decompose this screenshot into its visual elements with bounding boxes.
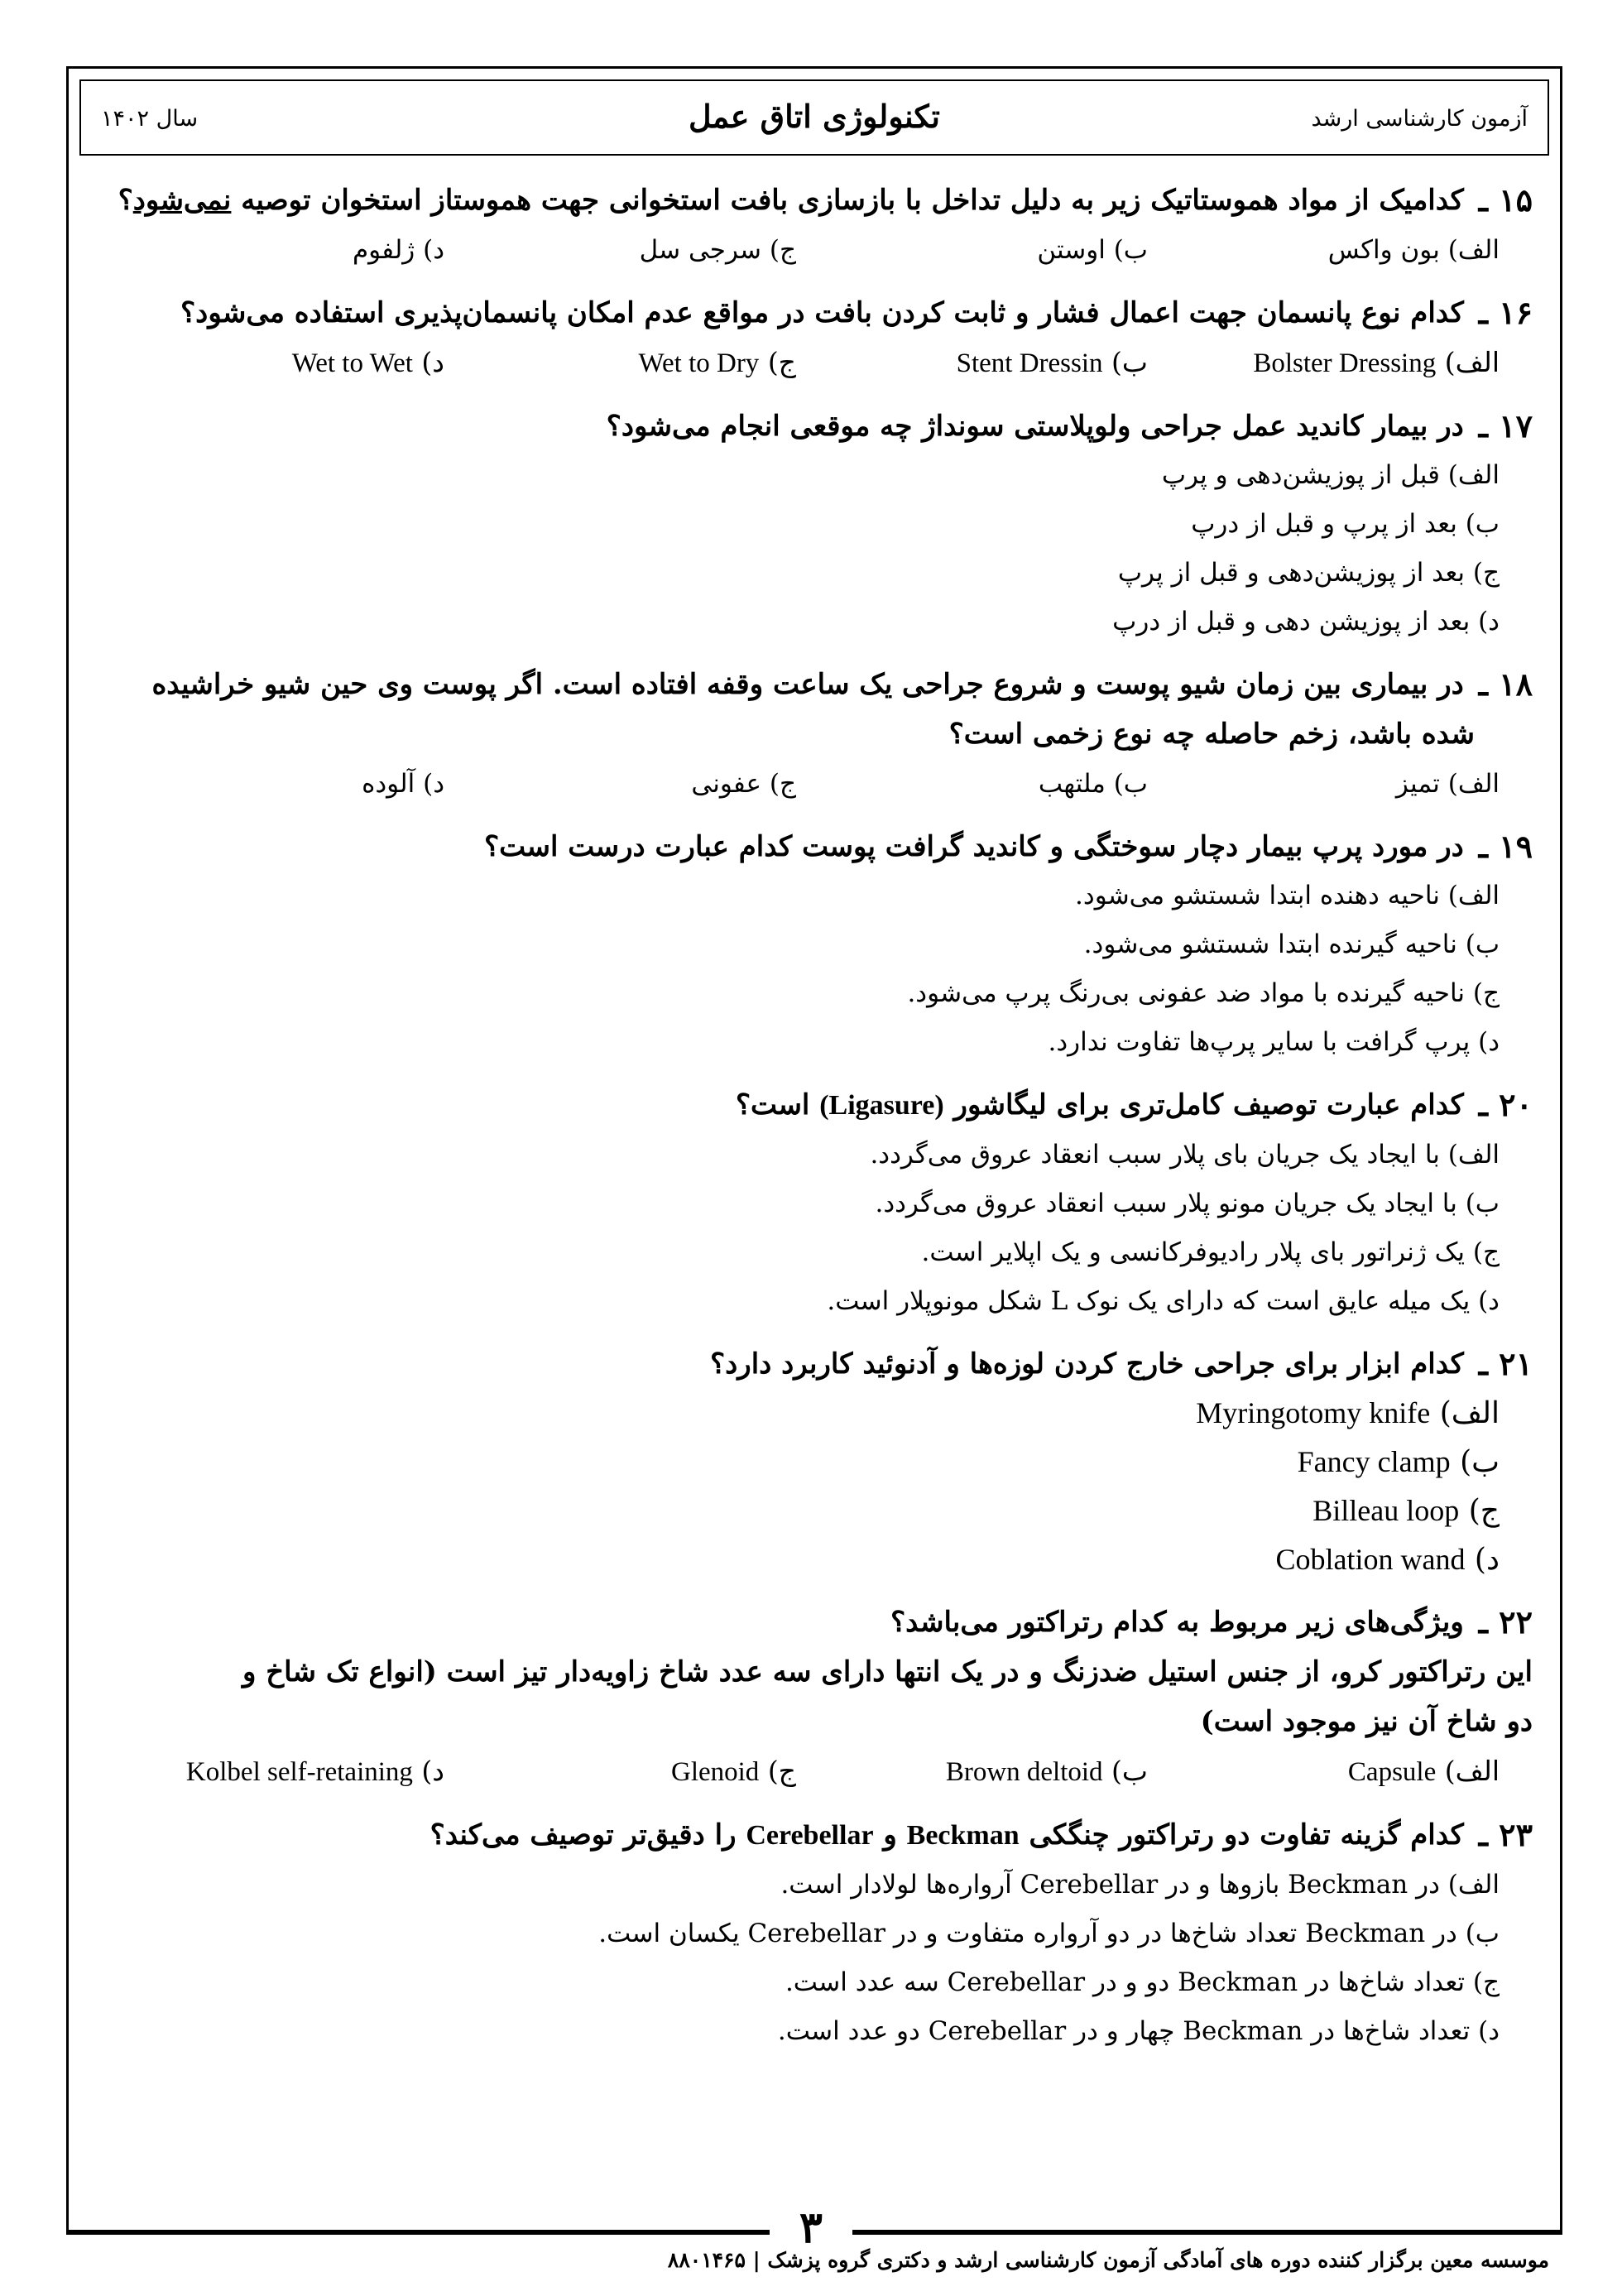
option-b: ب) Fancy clamp: [1297, 1445, 1500, 1479]
question-18: [93, 660, 1533, 809]
option-d: د) Coblation wand: [1275, 1543, 1500, 1577]
page-header: [79, 79, 1549, 156]
option-d: د) یک میله عایق است که دارای یک نوک L شکل مونوپلار است.: [827, 1286, 1500, 1316]
option-a: الف) تمیز: [1395, 769, 1500, 799]
underlined-word: نمی‌شود: [132, 184, 232, 217]
option-c: ج) بعد از پوزیشن‌دهی و قبل از پرپ: [1117, 558, 1500, 588]
option-c: ج) Wet to Dry: [638, 346, 796, 378]
subject-title: تکنولوژی اتاق عمل: [688, 98, 941, 135]
option-b: ب) ناحیه گیرنده ابتدا شستشو می‌شود.: [1083, 929, 1500, 959]
question-21: [93, 1339, 1533, 1584]
option-d: د) ژلفوم: [352, 235, 444, 265]
option-b: ب) با ایجاد یک جریان مونو پلار سبب انعقاد عروق می‌گردد.: [875, 1189, 1500, 1218]
option-c: ج) سرجی سل: [639, 235, 796, 265]
option-d: د) آلوده: [362, 769, 444, 799]
ligasure-term: (Ligasure): [819, 1090, 944, 1121]
option-b: ب) در Beckman تعداد شاخ‌ها در دو آرواره متفاوت و در Cerebellar یکسان است.: [598, 1919, 1500, 1948]
question-text: کدام گزینه تفاوت دو رتراکتور چنگکی Beckman و Cerebellar را دقیق‌تر توصیف می‌کند؟: [429, 1818, 1464, 1852]
question-23: [93, 1810, 1533, 2056]
question-number: ۲۱ ـ: [1478, 1345, 1533, 1382]
question-text: کدام نوع پانسمان جهت اعمال فشار و ثابت کردن بافت در مواقع عدم امکان پانسمان‌پذیری استفاده می‌شود؟: [180, 296, 1464, 329]
option-b: ب) اوستن: [1037, 235, 1148, 265]
option-d: د) تعداد شاخ‌ها در Beckman چهار و در Cerebellar دو عدد است.: [777, 2016, 1500, 2046]
option-c: ج) ناحیه گیرنده با مواد ضد عفونی بی‌رنگ پرپ می‌شود.: [907, 978, 1500, 1008]
question-16: [93, 288, 1533, 388]
option-b: ب) بعد از پرپ و قبل از درپ: [1191, 509, 1500, 539]
option-c: ج) عفونی: [691, 769, 796, 799]
option-a: الف) ناحیه دهنده ابتدا شستشو می‌شود.: [1075, 881, 1500, 910]
questions-container: [93, 175, 1533, 2069]
options: [93, 338, 1533, 388]
options: [93, 1746, 1533, 1797]
options: [93, 451, 1533, 646]
option-a: الف) بون واکس: [1327, 235, 1500, 265]
exam-year: سال ۱۴۰۲: [101, 106, 199, 132]
option-b: ب) Brown deltoid: [945, 1755, 1148, 1787]
option-a: الف) Myringotomy knife: [1196, 1396, 1500, 1430]
option-d: د) بعد از پوزیشن دهی و قبل از درپ: [1112, 607, 1500, 636]
question-text: در بیماری بین زمان شیو پوست و شروع جراحی یک ساعت وقفه افتاده است. اگر پوست وی حین شیو خراشیده: [151, 668, 1464, 701]
question-number: ۱۸ ـ: [1478, 665, 1533, 703]
option-a: الف) در Beckman بازوها و در Cerebellar آرواره‌ها لولادار است.: [780, 1870, 1500, 1900]
options: [93, 225, 1533, 275]
question-description-continued: دو شاخ آن نیز موجود است): [1200, 1705, 1533, 1738]
question-19: [93, 822, 1533, 1067]
question-text: در مورد پرپ بیمار دچار سوختگی و کاندید گرافت پوست کدام عبارت درست است؟: [484, 830, 1464, 863]
option-a: الف) Capsule: [1347, 1755, 1500, 1787]
question-text: در بیمار کاندید عمل جراحی ولوپلاستی سونداژ چه موقعی انجام می‌شود؟: [606, 410, 1464, 443]
question-text: کدام ابزار برای جراحی خارج کردن لوزه‌ها و آدنوئید کاربرد دارد؟: [710, 1347, 1464, 1381]
question-text-continued: شده باشد، زخم حاصله چه نوع زخمی است؟: [948, 718, 1475, 751]
option-a: الف) با ایجاد یک جریان بای پلار سبب انعقاد عروق می‌گردد.: [870, 1140, 1500, 1170]
options: [93, 1861, 1533, 2056]
question-description: این رتراکتور کرو، از جنس استیل ضدزنگ و در یک انتها دارای سه عدد شاخ زاویه‌دار تیز است (انواع تک شاخ و: [242, 1655, 1533, 1688]
question-15: [93, 175, 1533, 275]
question-17: [93, 401, 1533, 646]
options: [93, 759, 1533, 809]
options: [93, 1131, 1533, 1326]
question-number: ۱۶ ـ: [1478, 294, 1533, 331]
option-b: ب) ملتهب: [1038, 769, 1148, 799]
option-a: الف) قبل از پوزیشن‌دهی و پرپ: [1161, 460, 1500, 490]
exam-title: آزمون کارشناسی ارشد: [1311, 106, 1528, 132]
page-number: ۳: [770, 2203, 852, 2253]
question-20: [93, 1080, 1533, 1326]
options: [93, 1389, 1533, 1584]
question-text: ویژگی‌های زیر مربوط به کدام رتراکتور می‌باشد؟: [890, 1606, 1464, 1639]
question-number: ۱۷ ـ: [1478, 407, 1533, 444]
option-d: د) پرپ گرافت با سایر پرپ‌ها تفاوت ندارد.: [1048, 1027, 1500, 1057]
option-a: الف) Bolster Dressing: [1253, 346, 1500, 378]
option-d: د) Kolbel self-retaining: [185, 1755, 444, 1787]
question-number: ۲۲ ـ: [1478, 1603, 1533, 1640]
question-text: کدامیک از مواد هموستاتیک زیر به دلیل تداخل با بازسازی بافت استخوانی جهت هموستاز استخوان توصیه نمی‌شود؟: [118, 184, 1464, 217]
question-number: ۱۹ ـ: [1478, 828, 1533, 865]
question-22: [93, 1597, 1533, 1797]
option-d: د) Wet to Wet: [291, 346, 444, 378]
option-c: ج) Billeau loop: [1312, 1494, 1500, 1528]
option-c: ج) Glenoid: [670, 1755, 796, 1787]
options: [93, 872, 1533, 1067]
question-number: ۲۳ ـ: [1478, 1816, 1533, 1853]
option-c: ج) یک ژنراتور بای پلار رادیوفرکانسی و یک اپلایر است.: [921, 1237, 1500, 1267]
question-number: ۲۰ ـ: [1478, 1086, 1533, 1123]
question-number: ۱۵ ـ: [1478, 181, 1533, 219]
question-text: کدام عبارت توصیف کامل‌تری برای لیگاشور (Ligasure) است؟: [736, 1088, 1464, 1122]
option-b: ب) Stent Dressin: [956, 346, 1148, 378]
footer-text: موسسه معین برگزار کننده دوره های آمادگی آزمون کارشناسی ارشد و دکتری گروه پزشک | ۸۸۰۱۴۶۵: [667, 2248, 1549, 2272]
option-c: ج) تعداد شاخ‌ها در Beckman دو و در Cerebellar سه عدد است.: [785, 1967, 1500, 1997]
